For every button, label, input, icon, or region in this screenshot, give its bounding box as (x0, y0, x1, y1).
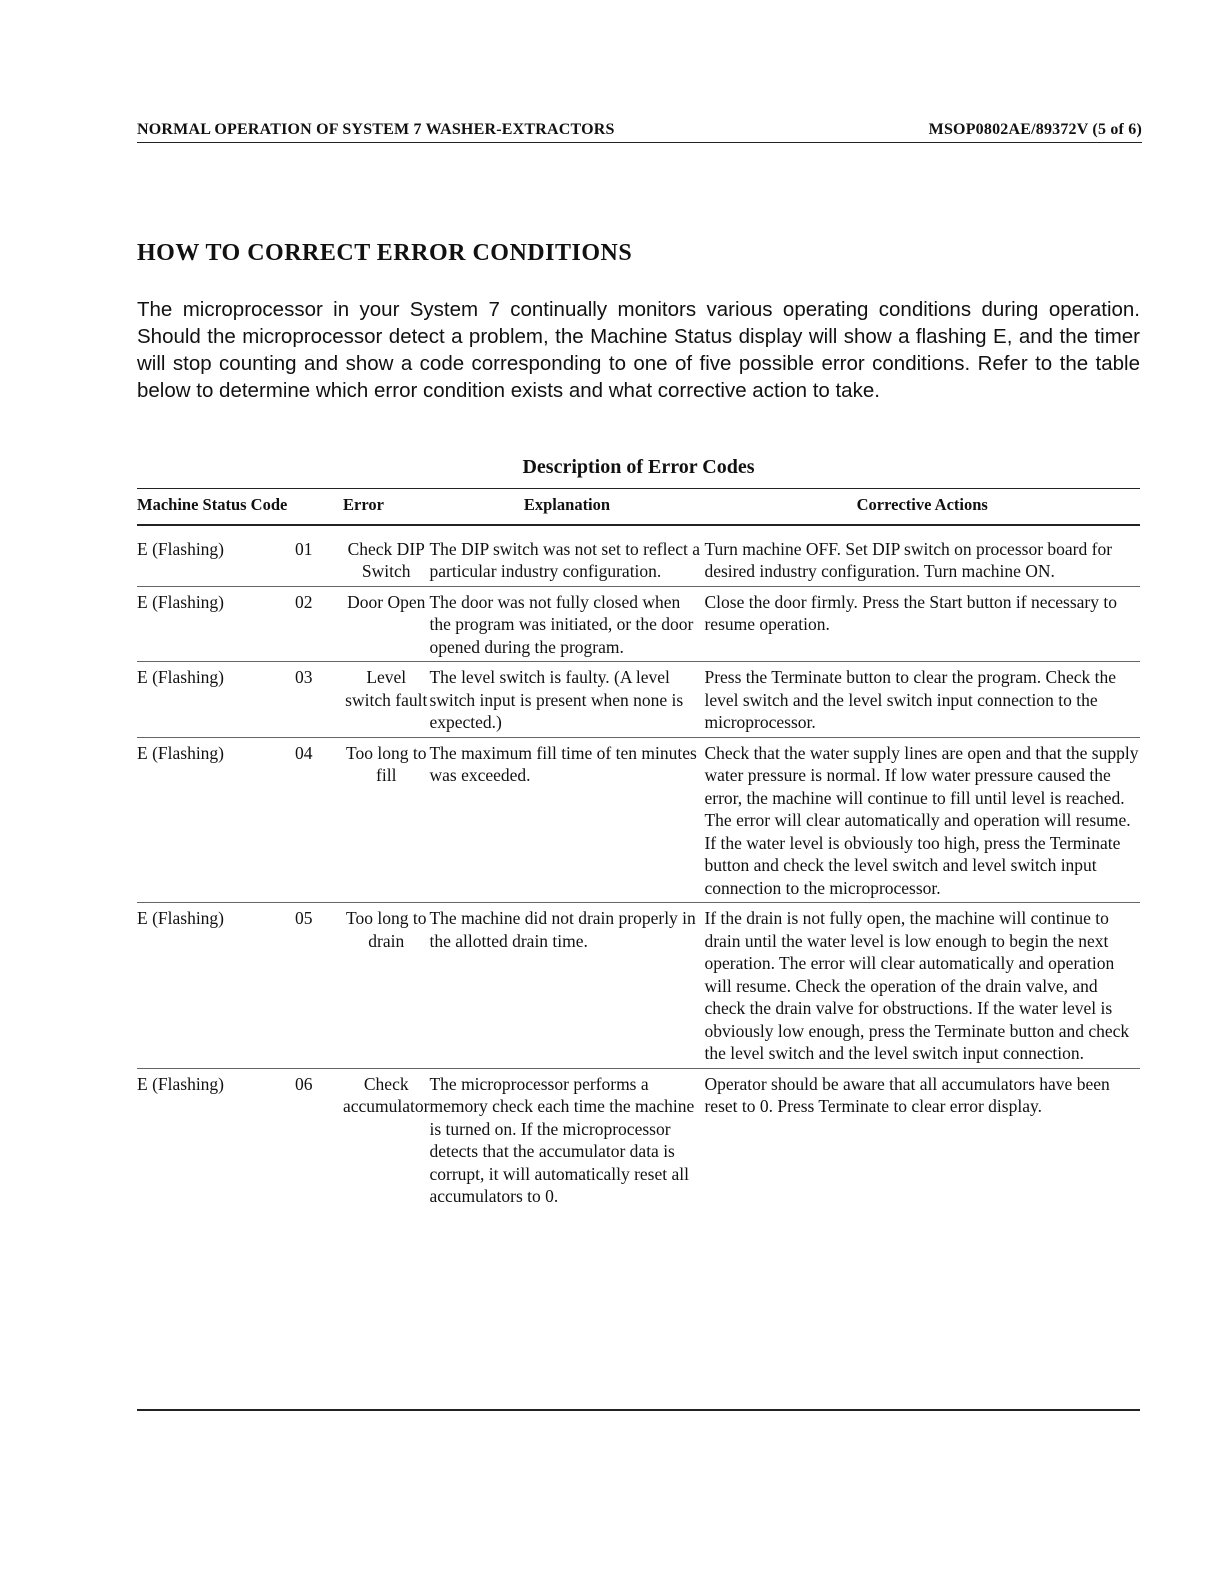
cell-explanation: The level switch is faulty. (A level switch input is present when none is expected.) (429, 662, 704, 738)
table-caption: Description of Error Codes (522, 456, 755, 478)
cell-code: 01 (295, 525, 343, 587)
cell-error: Check DIP Switch (343, 525, 429, 587)
cell-action: If the drain is not fully open, the machine will continue to drain until the water level is low enough to begin the next operation. The error will clear automatically and operation will resume. Check the operation of the drain valve, and check the drain valve for obstructions. If the water level is obviously low enough, press the Terminate button and check the level switch and the level switch input connection. (704, 903, 1140, 1069)
cell-error: Check accumulator (343, 1073, 430, 1116)
cell-action: Turn machine OFF. Set DIP switch on processor board for desired industry configuration. Turn machine ON. (704, 525, 1140, 587)
table-row (137, 662, 1140, 738)
cell-explanation: The machine did not drain properly in the allotted drain time. (429, 903, 704, 1069)
cell-action: Close the door firmly. Press the Start button if necessary to resume operation. (704, 586, 1140, 662)
cell-error: Level switch fault (343, 662, 429, 738)
cell-status: E (Flashing) (137, 525, 295, 587)
table-row (137, 737, 1140, 903)
cell-explanation: The maximum fill time of ten minutes was exceeded. (429, 737, 704, 903)
header-explanation: Explanation (429, 489, 704, 525)
header-status-code: Machine Status Code (137, 489, 343, 525)
cell-status: E (Flashing) (137, 903, 295, 1069)
cell-explanation: The door was not fully closed when the program was initiated, or the door opened during the program. (429, 586, 704, 662)
table-row (137, 903, 1140, 1069)
cell-error: Too long to fill (343, 737, 429, 903)
cell-code: 06 (295, 1073, 313, 1094)
cell-code: 04 (295, 737, 343, 903)
cell-status: E (Flashing) (137, 662, 295, 738)
section-title: HOW TO CORRECT ERROR CONDITIONS (137, 240, 633, 266)
header-corrective-actions: Corrective Actions (704, 489, 1140, 525)
cell-action: Operator should be aware that all accumulators have been reset to 0. Press Terminate to clear error display. (704, 1073, 1110, 1116)
error-codes-table (137, 488, 1140, 1228)
cell-status: E (Flashing) (137, 737, 295, 903)
cell-action: Check that the water supply lines are open and that the supply water pressure is normal. If low water pressure caused the error, the machine will continue to fill until level is reached. The error will clear automatically and operation will resume. If the water level is obviously too high, press the Terminate button and check the level switch and level switch input connection to the microprocessor. (704, 737, 1140, 903)
cell-explanation: The DIP switch was not set to reflect a particular industry configuration. (429, 525, 704, 587)
header-document-title: NORMAL OPERATION OF SYSTEM 7 WASHER-EXTRACTORS (137, 121, 615, 138)
cell-explanation: The microprocessor performs a memory check each time the machine is turned on. If the microprocessor detects that the accumulator data is corrupt, it will automatically reset all accumulators to 0. (429, 1073, 695, 1206)
table-row (137, 525, 1140, 587)
intro-paragraph: The microprocessor in your System 7 continually monitors various operating conditions during operation. Should the microprocessor detect a problem, the Machine Status display will show a flashing E, and the timer will stop counting and show a code corresponding to one of five possible error conditions. Refer to the table below to determine which error condition exists and what corrective action to take. (137, 298, 1140, 402)
table-row (137, 1068, 1140, 1228)
cell-error: Too long to drain (343, 903, 429, 1069)
table-header-row (137, 489, 1140, 525)
cell-status: E (Flashing) (137, 586, 295, 662)
cell-error: Door Open (343, 586, 429, 662)
header-document-id: MSOP0802AE/89372V (5 of 6) (928, 121, 1142, 138)
cell-code: 02 (295, 586, 343, 662)
page-header (137, 121, 1142, 143)
table-row (137, 586, 1140, 662)
header-error: Error (343, 489, 429, 525)
cell-code: 03 (295, 662, 343, 738)
cell-status: E (Flashing) (137, 1073, 225, 1094)
cell-action: Press the Terminate button to clear the program. Check the level switch and the level switch input connection to the microprocessor. (704, 662, 1140, 738)
cell-code: 05 (295, 903, 343, 1069)
bottom-rule (137, 1409, 1140, 1411)
